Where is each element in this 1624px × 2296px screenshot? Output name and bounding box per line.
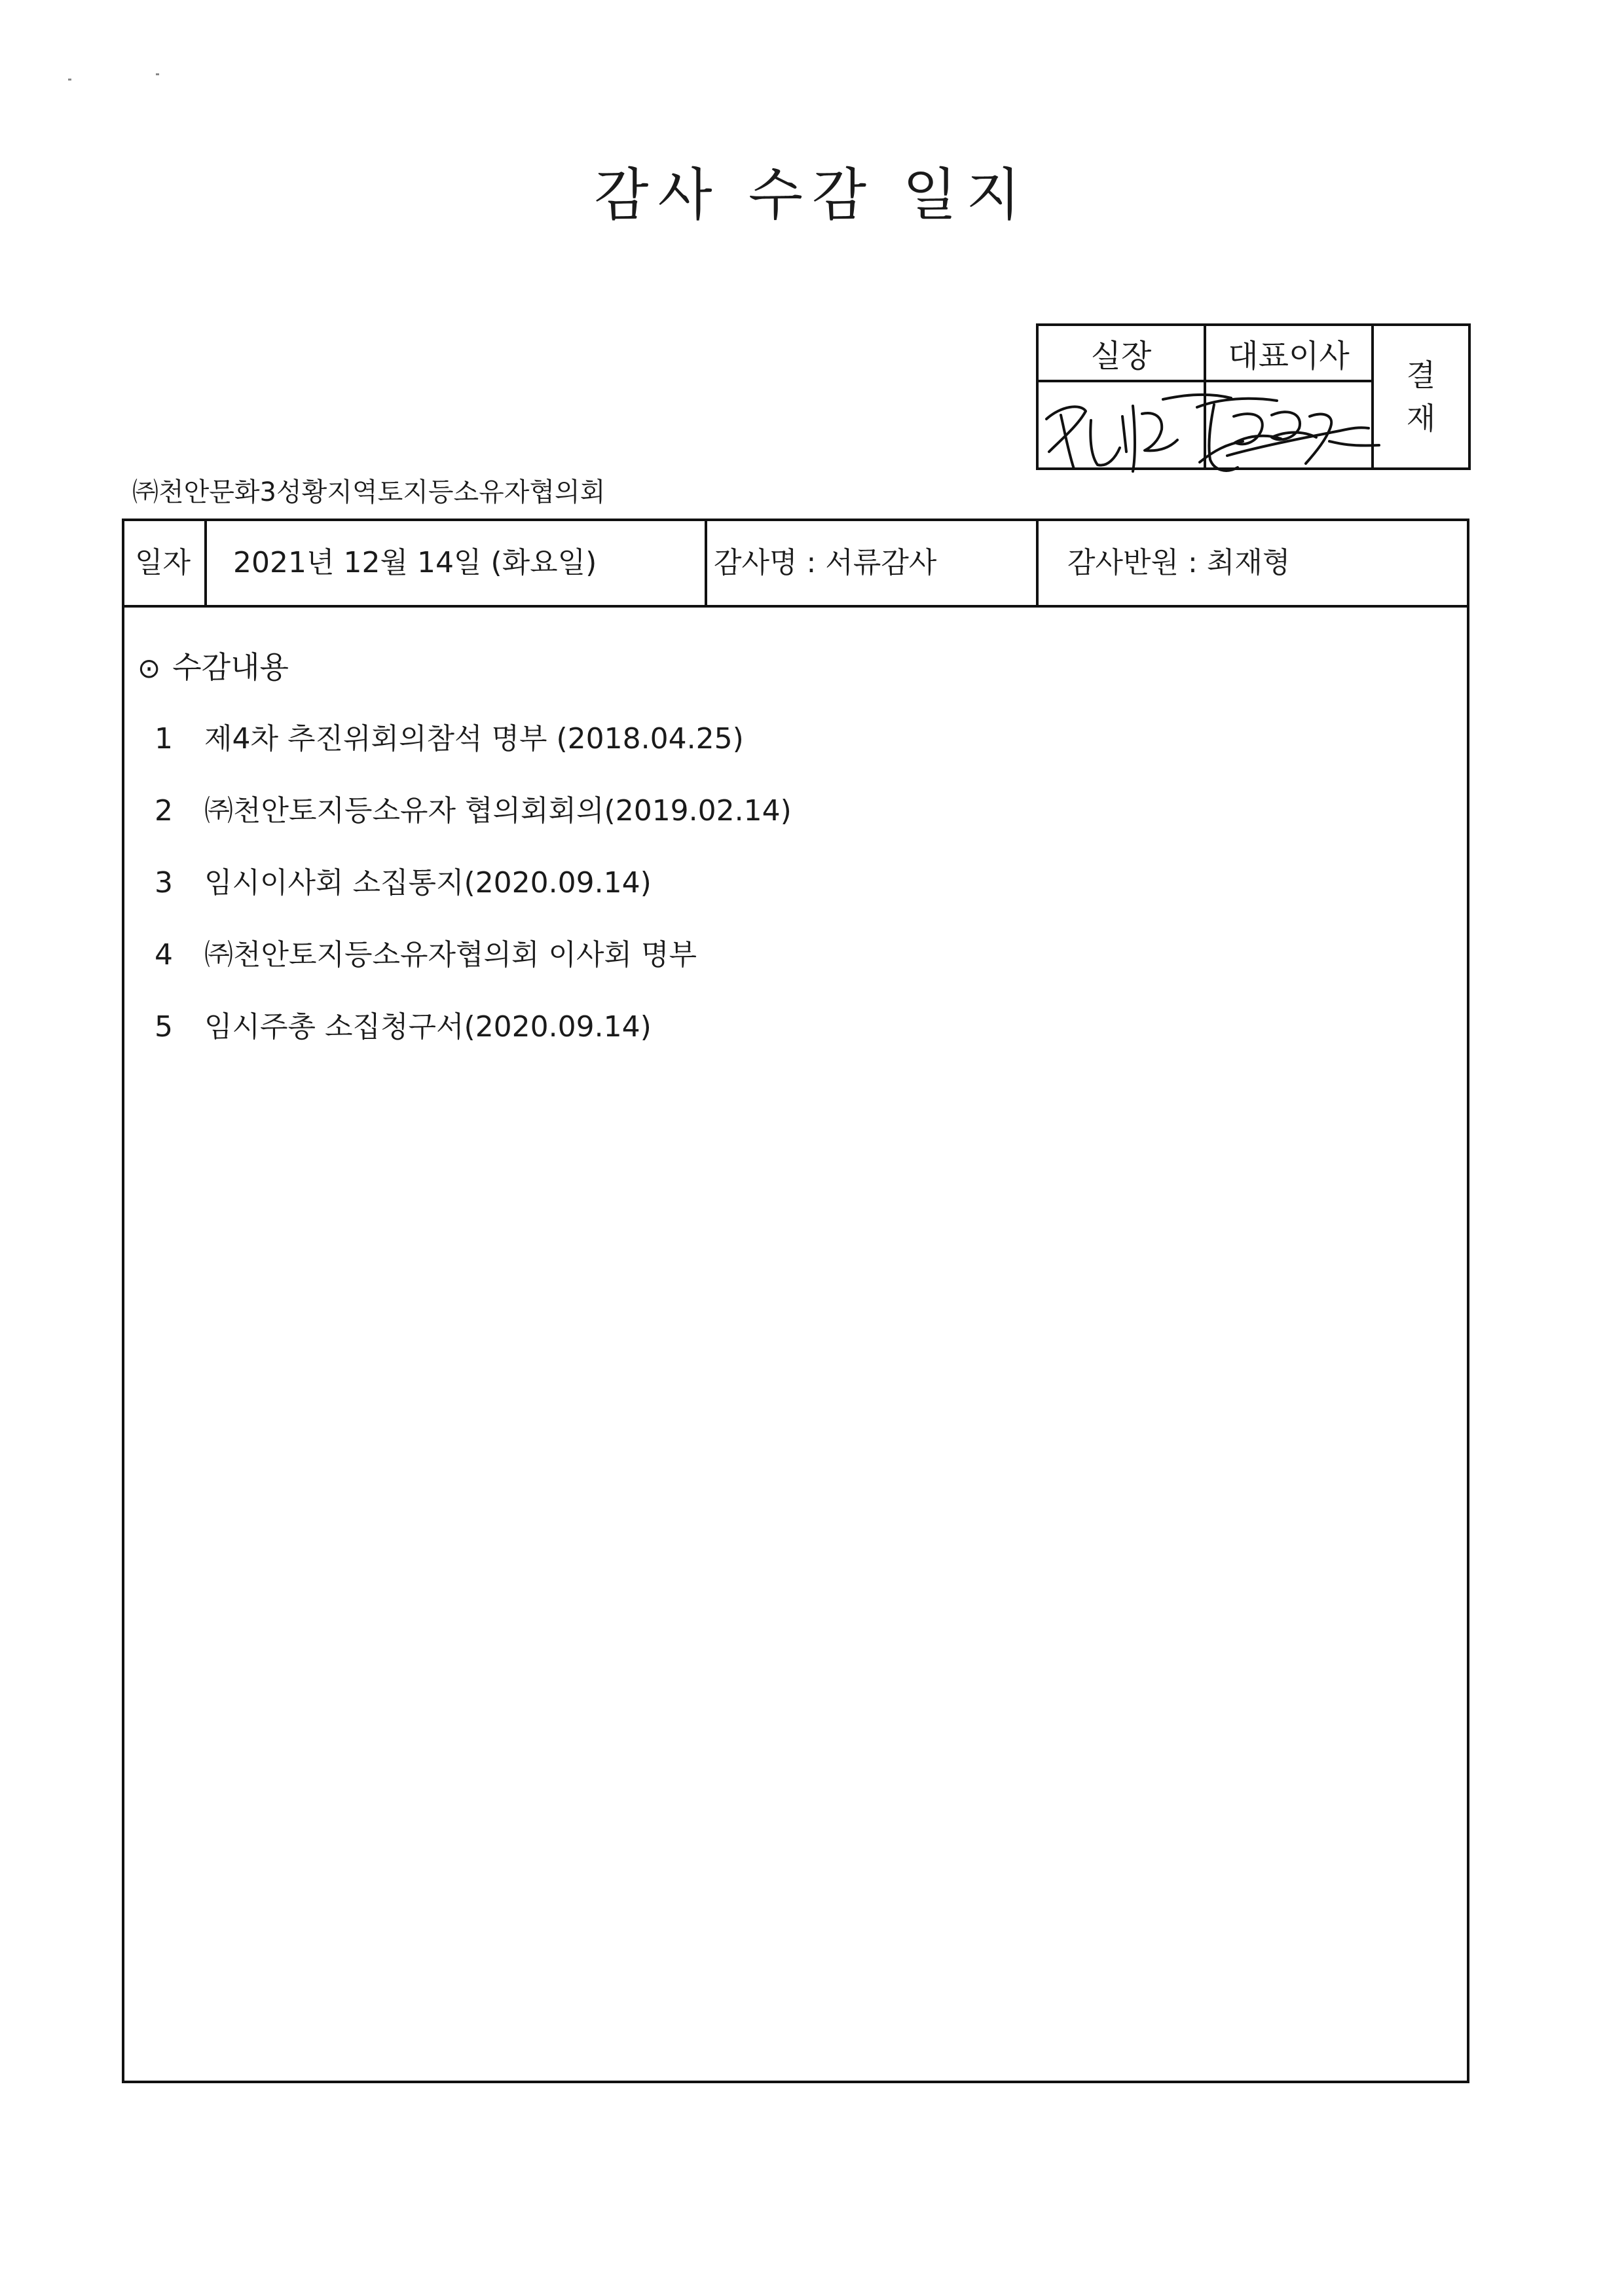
ceo-signature bbox=[1188, 378, 1384, 483]
list-item-text: ㈜천안토지등소유자협의회 이사회 명부 bbox=[204, 938, 697, 972]
date-value: 2021년 12월 14일 (화요일) bbox=[233, 546, 597, 579]
document-title: 감사 수감 일지 bbox=[594, 162, 1030, 228]
header-divider bbox=[705, 521, 707, 605]
list-item-number: 4 bbox=[155, 938, 173, 972]
audit-log-form bbox=[122, 519, 1469, 2083]
list-item-text: ㈜천안토지등소유자 협의회회의(2019.02.14) bbox=[204, 794, 792, 828]
approval-side-char-2: 재 bbox=[1406, 401, 1436, 436]
section-heading bbox=[138, 644, 289, 691]
list-item bbox=[155, 716, 744, 762]
approval-side-char-1: 결 bbox=[1406, 357, 1436, 393]
list-item-number: 5 bbox=[155, 1010, 173, 1044]
section-title: 수감내용 bbox=[172, 649, 289, 685]
approval-side-label bbox=[1373, 325, 1469, 469]
scan-speck bbox=[68, 79, 71, 81]
date-label: 일자 bbox=[135, 546, 191, 579]
list-item bbox=[155, 932, 697, 978]
bullet-circle-icon: ⊙ bbox=[138, 652, 161, 684]
organization-name: ㈜천안문화3성황지역토지등소유자협의회 bbox=[132, 477, 606, 507]
list-item-text: 임시이사회 소집통지(2020.09.14) bbox=[204, 866, 652, 900]
list-item bbox=[155, 788, 792, 834]
form-header-row bbox=[124, 521, 1467, 608]
approval-header-manager: 실장 bbox=[1037, 325, 1205, 381]
list-item-number: 2 bbox=[155, 794, 173, 828]
form-content bbox=[124, 605, 1467, 2081]
list-item-number: 3 bbox=[155, 866, 173, 900]
list-item-text: 제4차 추진위회의참석 명부 (2018.04.25) bbox=[204, 722, 744, 756]
list-item bbox=[155, 1004, 652, 1050]
auditor: 감사반원 : 최재형 bbox=[1067, 546, 1291, 579]
list-item bbox=[155, 860, 652, 906]
audit-name: 감사명 : 서류감사 bbox=[714, 546, 937, 579]
scan-speck bbox=[156, 73, 159, 75]
approval-header-ceo: 대표이사 bbox=[1205, 325, 1373, 381]
header-divider bbox=[1036, 521, 1039, 605]
header-divider bbox=[204, 521, 207, 605]
list-item-text: 임시주총 소집청구서(2020.09.14) bbox=[204, 1010, 652, 1044]
list-item-number: 1 bbox=[155, 722, 173, 756]
